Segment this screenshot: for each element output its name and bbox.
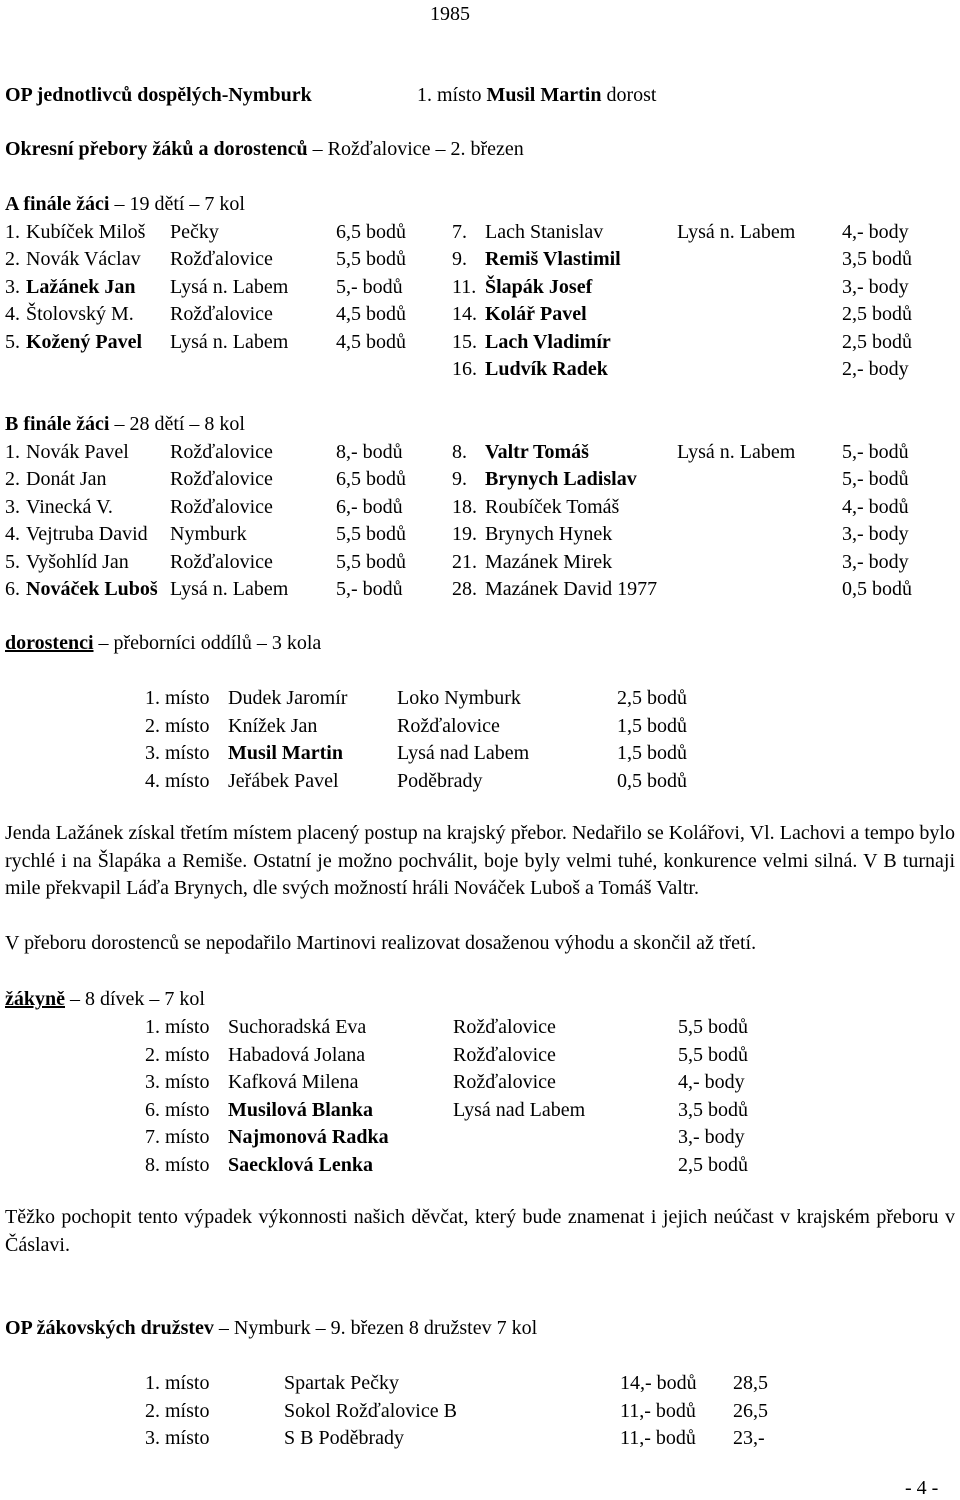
a-final-left-row-club: Pečky bbox=[170, 220, 219, 243]
op-team-row-place: 3. místo bbox=[145, 1427, 210, 1449]
a-final-left-row-name: Novák Václav bbox=[26, 248, 141, 270]
b-final-right-row-pts: 4,- bodů bbox=[842, 495, 909, 518]
zakyne-row-place: 7. místo bbox=[145, 1126, 210, 1148]
b-final-left-row-pts: 5,5 bodů bbox=[336, 550, 406, 573]
a-final-right-row-name: Lach Stanislav bbox=[485, 220, 604, 243]
a-final-right-row-pts: 3,- body bbox=[842, 275, 909, 298]
commentary-paragraph-1: Jenda Lažánek získal třetím místem placený postup na krajský přebor. Nedařilo se Kolářovi, Vl. Lachovi a tempo bylo rychlé i na Šlapáka a Remiše. Ostatní je možno pochválit, boje byly velmi tuhé, konkurence velmi silná. V B turnaji mile překvapil Láďa Brynych, dle svých možností hráli Nováček Luboš a Tomáš Valtr. bbox=[5, 822, 955, 899]
a-final-left-row-pts: 5,5 bodů bbox=[336, 248, 406, 270]
a-final-left-row-name: Lažánek Jan bbox=[26, 275, 136, 298]
dorostenci-row-place: 4. místo bbox=[145, 769, 210, 792]
b-final-left-row-name: Vejtruba David bbox=[26, 523, 148, 545]
dorostenci-row-club: Loko Nymburk bbox=[397, 687, 521, 709]
b-final-left-row-pts: 6,5 bodů bbox=[336, 468, 406, 490]
a-final-left-row-club: Lysá n. Labem bbox=[170, 330, 289, 353]
op-team-row-score: 23,- bbox=[733, 1427, 765, 1449]
op-individual-note: dorost bbox=[606, 84, 657, 106]
dorostenci-row-club: Lysá nad Labem bbox=[397, 742, 530, 764]
b-final-right-row-rank: 9. bbox=[452, 468, 467, 490]
zakyne-row-pts: 5,5 bodů bbox=[678, 1016, 748, 1038]
op-team-row-team: S B Poděbrady bbox=[284, 1427, 404, 1449]
okresni-dash-1: – bbox=[312, 138, 323, 160]
b-final-left-row-name: Vinecká V. bbox=[26, 495, 113, 518]
dorostenci-row-name: Musil Martin bbox=[228, 742, 343, 764]
a-final-right-row-rank: 16. bbox=[452, 358, 477, 380]
op-team-row-score: 28,5 bbox=[733, 1372, 768, 1394]
b-final-right-row-pts: 3,- body bbox=[842, 523, 909, 545]
a-final-left-row-rank: 4. bbox=[5, 303, 20, 325]
op-team-heading bbox=[5, 1316, 537, 1340]
b-final-right-row-name: Mazánek Mirek bbox=[485, 550, 613, 573]
a-final-right-row-name: Remiš Vlastimil bbox=[485, 248, 621, 270]
zakyne-info: – 8 dívek – 7 kol bbox=[70, 988, 205, 1010]
b-final-right-row-rank: 21. bbox=[452, 550, 477, 573]
b-final-left-row-club: Rožďalovice bbox=[170, 468, 273, 490]
b-final-left-row-rank: 4. bbox=[5, 523, 20, 545]
a-final-right-row-pts: 2,5 bodů bbox=[842, 330, 912, 353]
op-individual-result bbox=[417, 83, 656, 107]
b-final-right-row-name: Brynych Hynek bbox=[485, 523, 613, 545]
op-team-row-place: 2. místo bbox=[145, 1399, 210, 1422]
zakyne-row-club: Rožďalovice bbox=[453, 1043, 556, 1066]
commentary-paragraph-2: V přeboru dorostenců se nepodařilo Martinovi realizovat dosaženou výhodu a skončil až třetí. bbox=[5, 932, 757, 954]
a-final-left-row-pts: 4,5 bodů bbox=[336, 303, 406, 325]
op-team-row-place: 1. místo bbox=[145, 1372, 210, 1394]
dorostenci-row-name: Jeřábek Pavel bbox=[228, 769, 339, 792]
b-final-right-row-pts: 5,- bodů bbox=[842, 468, 909, 490]
b-final-title: B finále žáci bbox=[5, 413, 110, 435]
a-final-left-row-pts: 4,5 bodů bbox=[336, 330, 406, 353]
a-final-left-row-name: Kubíček Miloš bbox=[26, 220, 146, 243]
op-individual-title: OP jednotlivců dospělých-Nymburk bbox=[5, 84, 312, 106]
okresni-line bbox=[5, 137, 524, 161]
op-team-row-score: 26,5 bbox=[733, 1399, 768, 1422]
b-final-left-row-club: Rožďalovice bbox=[170, 550, 273, 573]
a-final-right-row-pts: 4,- body bbox=[842, 220, 909, 243]
b-final-right-row-name: Roubíček Tomáš bbox=[485, 495, 620, 518]
a-final-left-row-name: Kožený Pavel bbox=[26, 330, 143, 353]
a-final-right-row-name: Ludvík Radek bbox=[485, 358, 608, 380]
b-final-left-row-pts: 8,- bodů bbox=[336, 440, 403, 463]
zakyne-row-name: Suchoradská Eva bbox=[228, 1016, 367, 1038]
dorostenci-row-club: Rožďalovice bbox=[397, 714, 500, 737]
b-final-left-row-club: Lysá n. Labem bbox=[170, 578, 289, 600]
a-final-right-row-name: Šlapák Josef bbox=[485, 275, 593, 298]
b-final-right-row-rank: 28. bbox=[452, 578, 477, 600]
okresni-dash-2: – bbox=[435, 138, 446, 160]
dorostenci-row-place: 1. místo bbox=[145, 687, 210, 709]
dorostenci-row-name: Knížek Jan bbox=[228, 714, 318, 737]
b-final-right-row-pts: 3,- body bbox=[842, 550, 909, 573]
b-final-left-row-pts: 6,- bodů bbox=[336, 495, 403, 518]
a-final-right-row-name: Kolář Pavel bbox=[485, 303, 587, 325]
dorostenci-row-pts: 2,5 bodů bbox=[617, 687, 687, 709]
okresni-place: Rožďalovice bbox=[327, 138, 431, 160]
a-final-right-row-rank: 15. bbox=[452, 330, 477, 353]
zakyne-row-club: Lysá nad Labem bbox=[453, 1098, 586, 1121]
a-final-right-row-pts: 2,5 bodů bbox=[842, 303, 912, 325]
zakyne-row-place: 1. místo bbox=[145, 1016, 210, 1038]
zakyne-row-pts: 5,5 bodů bbox=[678, 1043, 748, 1066]
dorostenci-heading bbox=[5, 631, 321, 655]
b-final-right-row-name: Mazánek David 1977 bbox=[485, 578, 658, 600]
op-team-row-pts: 11,- bodů bbox=[620, 1427, 696, 1449]
zakyne-heading bbox=[5, 987, 205, 1011]
zakyne-row-place: 8. místo bbox=[145, 1153, 210, 1176]
b-final-right-row-name: Brynych Ladislav bbox=[485, 468, 637, 490]
a-final-title: A finále žáci bbox=[5, 193, 110, 215]
zakyne-row-place: 6. místo bbox=[145, 1098, 210, 1121]
a-final-left-row-club: Rožďalovice bbox=[170, 303, 273, 325]
b-final-left-row-pts: 5,- bodů bbox=[336, 578, 403, 600]
b-final-heading bbox=[5, 412, 245, 436]
b-final-left-row-rank: 3. bbox=[5, 495, 20, 518]
zakyne-row-name: Kafková Milena bbox=[228, 1071, 359, 1093]
zakyne-row-pts: 3,- body bbox=[678, 1126, 745, 1148]
zakyne-row-name: Najmonová Radka bbox=[228, 1126, 389, 1148]
zakyne-row-name: Saecklová Lenka bbox=[228, 1153, 374, 1176]
b-final-left-row-rank: 6. bbox=[5, 578, 20, 600]
dorostenci-row-place: 3. místo bbox=[145, 742, 210, 764]
b-final-left-row-rank: 1. bbox=[5, 440, 20, 463]
zakyne-row-club: Rožďalovice bbox=[453, 1016, 556, 1038]
a-final-right-row-pts: 3,5 bodů bbox=[842, 248, 912, 270]
zakyne-row-club: Rožďalovice bbox=[453, 1071, 556, 1093]
b-final-left-row-club: Rožďalovice bbox=[170, 440, 273, 463]
a-final-right-row-rank: 11. bbox=[452, 275, 477, 298]
a-final-left-row-pts: 6,5 bodů bbox=[336, 220, 406, 243]
a-final-left-row-rank: 5. bbox=[5, 330, 20, 353]
dorostenci-row-pts: 0,5 bodů bbox=[617, 769, 687, 792]
b-final-left-row-pts: 5,5 bodů bbox=[336, 523, 406, 545]
a-final-left-row-club: Rožďalovice bbox=[170, 248, 273, 270]
zakyne-row-name: Habadová Jolana bbox=[228, 1043, 366, 1066]
page-number: - 4 - bbox=[905, 1477, 939, 1499]
a-final-left-row-rank: 1. bbox=[5, 220, 20, 243]
b-final-right-row-rank: 8. bbox=[452, 440, 467, 463]
page-year: 1985 bbox=[430, 3, 470, 25]
b-final-left-row-rank: 5. bbox=[5, 550, 20, 573]
b-final-right-row-rank: 19. bbox=[452, 523, 477, 545]
dorostenci-title: dorostenci bbox=[5, 632, 94, 654]
a-final-left-row-club: Lysá n. Labem bbox=[170, 275, 289, 298]
a-final-left-row-rank: 2. bbox=[5, 248, 20, 270]
dorostenci-row-club: Poděbrady bbox=[397, 769, 483, 792]
b-final-right-row-name: Valtr Tomáš bbox=[485, 440, 589, 463]
b-final-left-row-club: Nymburk bbox=[170, 523, 247, 545]
b-final-left-row-club: Rožďalovice bbox=[170, 495, 273, 518]
b-final-right-row-pts: 0,5 bodů bbox=[842, 578, 912, 600]
a-final-right-row-rank: 14. bbox=[452, 303, 477, 325]
commentary-paragraph-3: Těžko pochopit tento výpadek výkonnosti našich děvčat, který bude znamenat i jejich neúčast v krajském přeboru v Čáslavi. bbox=[5, 1206, 955, 1256]
b-final-left-row-name: Novák Pavel bbox=[26, 440, 129, 463]
a-final-left-row-name: Štolovský M. bbox=[26, 303, 134, 325]
a-final-left-row-rank: 3. bbox=[5, 275, 20, 298]
op-individual-winner: Musil Martin bbox=[486, 84, 602, 106]
op-team-row-team: Spartak Pečky bbox=[284, 1372, 399, 1394]
b-final-right-row-club: Lysá n. Labem bbox=[677, 440, 796, 463]
a-final-right-row-pts: 2,- body bbox=[842, 358, 909, 380]
a-final-info: – 19 dětí – 7 kol bbox=[114, 193, 245, 215]
zakyne-title: žákyně bbox=[5, 988, 65, 1010]
okresni-title: Okresní přebory žáků a dorostenců bbox=[5, 138, 308, 160]
a-final-right-row-rank: 7. bbox=[452, 220, 467, 243]
op-team-row-pts: 14,- bodů bbox=[620, 1372, 697, 1394]
zakyne-row-place: 2. místo bbox=[145, 1043, 210, 1066]
b-final-left-row-rank: 2. bbox=[5, 468, 20, 490]
dorostenci-row-pts: 1,5 bodů bbox=[617, 742, 687, 764]
zakyne-row-pts: 3,5 bodů bbox=[678, 1098, 748, 1121]
op-individual-place: 1. místo bbox=[417, 84, 482, 106]
b-final-left-row-name: Donát Jan bbox=[26, 468, 107, 490]
b-final-info: – 28 dětí – 8 kol bbox=[114, 413, 245, 435]
op-team-info: – Nymburk – 9. březen 8 družstev 7 kol bbox=[218, 1317, 538, 1339]
a-final-right-row-name: Lach Vladimír bbox=[485, 330, 611, 353]
zakyne-row-pts: 4,- body bbox=[678, 1071, 745, 1093]
b-final-left-row-name: Nováček Luboš bbox=[26, 578, 158, 600]
a-final-right-row-club: Lysá n. Labem bbox=[677, 220, 796, 243]
zakyne-row-name: Musilová Blanka bbox=[228, 1098, 374, 1121]
dorostenci-row-place: 2. místo bbox=[145, 714, 210, 737]
a-final-heading bbox=[5, 192, 245, 216]
dorostenci-info: – přeborníci oddílů – 3 kola bbox=[98, 632, 322, 654]
op-team-row-team: Sokol Rožďalovice B bbox=[284, 1399, 457, 1422]
b-final-right-row-pts: 5,- bodů bbox=[842, 440, 909, 463]
okresni-date: 2. březen bbox=[450, 138, 524, 160]
a-final-right-row-rank: 9. bbox=[452, 248, 467, 270]
dorostenci-row-name: Dudek Jaromír bbox=[228, 687, 348, 709]
b-final-left-row-name: Vyšohlíd Jan bbox=[26, 550, 129, 573]
op-team-row-pts: 11,- bodů bbox=[620, 1399, 696, 1422]
zakyne-row-pts: 2,5 bodů bbox=[678, 1153, 748, 1176]
zakyne-row-place: 3. místo bbox=[145, 1071, 210, 1093]
op-team-title: OP žákovských družstev bbox=[5, 1317, 214, 1339]
a-final-left-row-pts: 5,- bodů bbox=[336, 275, 403, 298]
dorostenci-row-pts: 1,5 bodů bbox=[617, 714, 687, 737]
b-final-right-row-rank: 18. bbox=[452, 495, 477, 518]
